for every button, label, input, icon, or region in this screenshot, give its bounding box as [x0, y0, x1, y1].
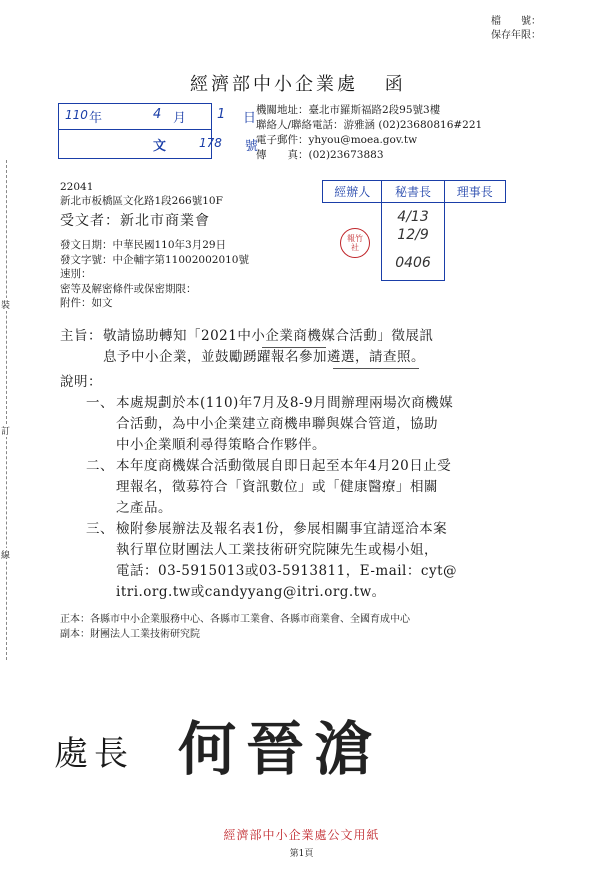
item-line: 檢附參展辦法及報名表1份，參展相關事宜請逕洽本案 — [116, 521, 448, 537]
explanation-section — [60, 372, 600, 603]
retention-period-label: 保存年限： — [491, 30, 541, 41]
copy-recipients: 副本：財團法人工業技術研究院 — [60, 629, 200, 640]
distribution-block — [60, 612, 410, 642]
stamp-month-label: 月 — [173, 111, 187, 126]
approval-header-secretary: 秘書長 — [382, 181, 444, 203]
stamp-doc-label: 文 — [153, 139, 167, 154]
issue-date: 發文日期：中華民國110年3月29日 — [60, 239, 227, 251]
explanation-item — [60, 456, 600, 519]
stamp-month-value: 4 — [153, 107, 162, 122]
subject-label: 主旨： — [60, 328, 102, 344]
binding-mark-1: 裝 — [1, 298, 10, 311]
item-number: 一、 — [86, 395, 114, 411]
explanation-item — [60, 393, 600, 456]
secrecy-level: 密等及解密條件或保密期限： — [60, 282, 197, 295]
agency-address: 機關地址：臺北市羅斯福路2段95號3樓 — [256, 104, 441, 116]
seal-text: 報竹社 — [347, 234, 363, 252]
received-stamp — [58, 103, 259, 159]
binding-line — [6, 160, 8, 660]
agency-title — [190, 70, 406, 96]
item-line: 本年度商機媒合活動徵展自即日起至本年4月20日止受 — [116, 458, 452, 474]
handwritten-date-2: 12/9 — [397, 227, 429, 243]
recipient-label: 受文者：新北市商業會 — [60, 213, 210, 229]
item-number: 三、 — [86, 521, 114, 537]
agency-name: 經濟部中小企業處 — [190, 74, 358, 95]
contact-fax: 傳 真：(02)23673883 — [256, 149, 384, 161]
delivery-speed: 速別： — [60, 268, 92, 280]
binding-mark-3: 線 — [1, 548, 10, 561]
subject-section — [60, 326, 600, 368]
handwritten-date-1: 4/13 — [397, 209, 429, 225]
file-number-label: 檔 號： — [491, 16, 541, 27]
approval-header-chairman: 理事長 — [444, 181, 505, 203]
contact-block — [256, 103, 586, 163]
page-number: 第1頁 — [289, 849, 314, 859]
item-line: 之產品。 — [116, 500, 172, 516]
explanation-label: 說明： — [60, 374, 102, 390]
item-line: 合活動，為中小企業建立商機串聯與媒合管道，協助 — [116, 416, 438, 432]
underline-mark-1 — [262, 347, 326, 348]
subject-line-2: 息予中小企業，並鼓勵踴躍報名參加遴選，請查照。 — [103, 349, 425, 365]
handwritten-date-3: 0406 — [395, 255, 431, 271]
stamp-day-label: 日 — [243, 111, 257, 126]
main-recipients: 正本：各縣市中小企業服務中心、各縣市工業會、各縣市商業會、全國育成中心 — [60, 614, 410, 625]
paper-footer: 經濟部中小企業處公文用紙 — [223, 828, 380, 842]
postal-code: 22041 — [60, 181, 94, 193]
document-info — [60, 238, 249, 311]
item-line: 電話：03-5915013或03-5913811，E-mail：cyt@ — [116, 563, 457, 579]
stamp-doc-value: 178 — [199, 136, 222, 150]
document-type: 函 — [384, 74, 406, 95]
stamp-day-value: 1 — [217, 107, 226, 122]
explanation-item — [60, 519, 600, 603]
item-line: 執行單位財團法人工業技術研究院陳先生或楊小姐， — [116, 542, 438, 558]
item-line: 本處規劃於本(110)年7月及8-9月間辦理兩場次商機媒 — [116, 395, 454, 411]
seal-stamp — [340, 228, 370, 258]
item-number: 二、 — [86, 458, 114, 474]
subject-line-1: 敬請協助轉知「2021中小企業商機媒合活動」徵展訊 — [103, 328, 434, 344]
recipient-address: 新北市板橋區文化路1段266號10F — [60, 195, 223, 207]
issue-number: 發文字號：中企輔字第11002002010號 — [60, 253, 249, 266]
approval-header-handler: 經辦人 — [323, 181, 382, 203]
signatory-title: 處長 — [54, 734, 134, 774]
contact-person: 聯絡人/聯絡電話：游雅涵 (02)23680816#221 — [256, 119, 483, 131]
stamp-year-value: 110 — [65, 108, 88, 122]
attachment: 附件：如文 — [60, 297, 113, 309]
stamp-year-label: 年 — [89, 111, 103, 126]
binding-mark-2: 訂 — [1, 424, 10, 437]
stamp-number-label: 號 — [245, 139, 259, 154]
signatory-name: 何晉滄 — [178, 715, 383, 783]
item-line: itri.org.tw或candyyang@itri.org.tw。 — [116, 584, 386, 600]
item-line: 理報名，徵募符合「資訊數位」或「健康醫療」相關 — [116, 479, 438, 495]
item-line: 中小企業順利尋得策略合作夥伴。 — [116, 437, 326, 453]
contact-email: 電子郵件：yhyou@moea.gov.tw — [256, 134, 418, 146]
underline-mark-2 — [333, 368, 419, 369]
